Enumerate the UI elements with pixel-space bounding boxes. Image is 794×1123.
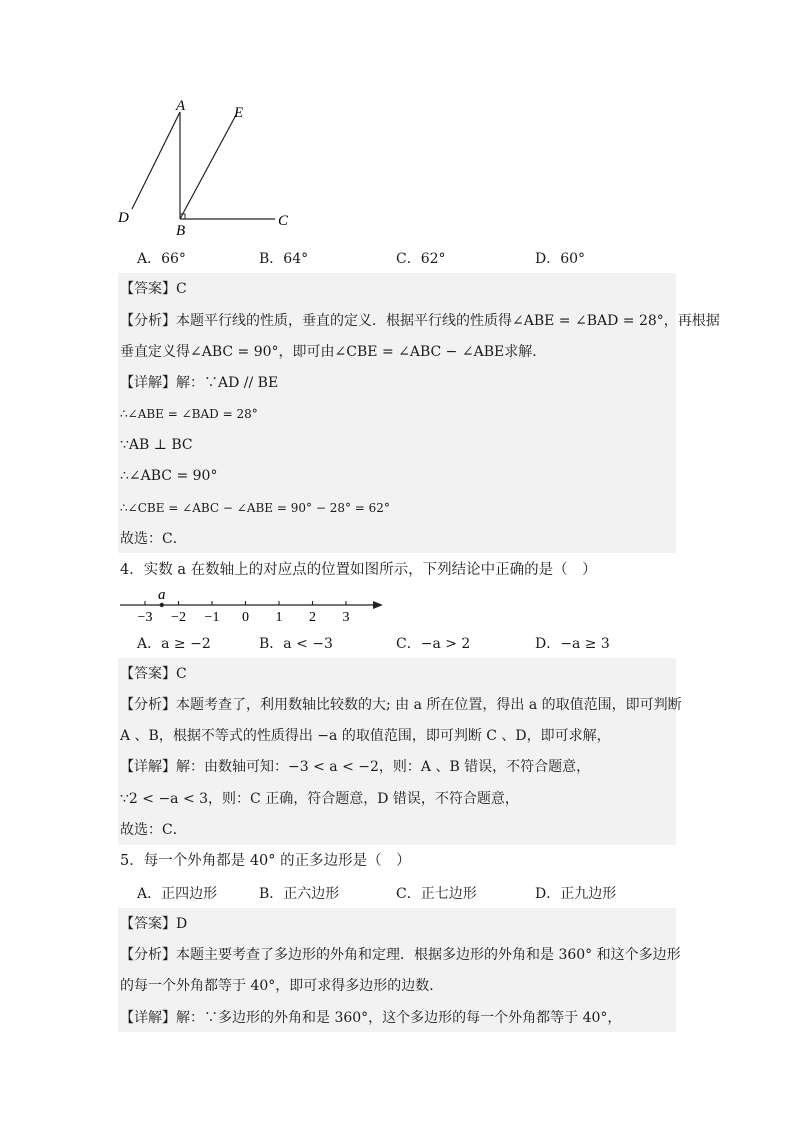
- q3-detail-line5: ∴∠CBE = ∠ABC − ∠ABE = 90° − 28° = 62°: [120, 501, 390, 515]
- q4-detail-line2: ∵2 < −a < 3，则：C 正确，符合题意，D 错误，不符合题意，: [120, 791, 519, 807]
- q3-option-d: D．60°: [535, 251, 586, 267]
- q4-option-c: C．−a > 2: [396, 636, 471, 652]
- q3-detail-line3: ∵AB ⊥ BC: [120, 437, 193, 453]
- q3-analysis-line2: 垂直定义得∠ABC = 90°，即可由∠CBE = ∠ABC − ∠ABE求解．: [120, 344, 547, 360]
- tick-label: 2: [309, 610, 316, 625]
- tick-label: 0: [242, 610, 249, 625]
- number-line: [115, 585, 390, 627]
- q4-option-b: B．a < −3: [259, 636, 333, 652]
- q3-option-b: B．64°: [259, 251, 309, 267]
- tick-label: −2: [171, 610, 186, 625]
- q3-conclusion: 故选：C．: [120, 531, 187, 547]
- q4-answer: 【答案】C: [120, 666, 187, 682]
- axis-arrow-icon: [373, 601, 383, 609]
- q5-option-b: B．正六边形: [259, 886, 340, 902]
- q3-answer: 【答案】C: [120, 281, 187, 297]
- tick-label: −1: [204, 610, 220, 625]
- q5-analysis-line1: 【分析】本题主要考查了多边形的外角和定理．根据多边形的外角和是 360° 和这个多边形: [120, 947, 681, 963]
- tick-label: −3: [137, 610, 153, 625]
- q5-stem: 5．每一个外角都是 40° 的正多边形是（ ）: [120, 853, 411, 869]
- q3-detail-line1: 【详解】解：∵AD // BE: [120, 375, 279, 391]
- q4-option-a: A．a ≥ −2: [137, 636, 211, 652]
- label-A: A: [176, 98, 186, 114]
- q4-option-d: D．−a ≥ 3: [535, 636, 610, 652]
- point-a-label: a: [158, 587, 166, 603]
- q5-option-a: A．正四边形: [137, 886, 218, 902]
- q3-analysis-line1: 【分析】本题平行线的性质，垂直的定义．根据平行线的性质得∠ABE = ∠BAD = 28°，再根据: [120, 313, 720, 329]
- q4-conclusion: 故选：C．: [120, 822, 187, 838]
- point-a: [160, 603, 164, 607]
- tick-label: 3: [342, 610, 350, 625]
- q5-answer: 【答案】D: [120, 916, 188, 932]
- q5-detail-line1: 【详解】解：∵多边形的外角和是 360°，这个多边形的每一个外角都等于 40°，: [120, 1010, 622, 1026]
- q5-analysis-line2: 的每一个外角都等于 40°，即可求得多边形的边数．: [120, 978, 444, 994]
- q4-detail-line1: 【详解】解：由数轴可知：−3 < a < −2，则：A 、B 错误，不符合题意，: [120, 759, 591, 775]
- q3-option-c: C．62°: [396, 251, 446, 267]
- label-D: D: [118, 210, 129, 226]
- q4-analysis-line1: 【分析】本题考查了，利用数轴比较数的大; 由 a 所在位置，得出 a 的取值范围，即可判断: [120, 697, 682, 713]
- q5-option-d: D．正九边形: [535, 886, 617, 902]
- geometry-figure: [110, 95, 310, 240]
- tick-label: 1: [275, 610, 283, 625]
- q3-detail-line2: ∴∠ABE = ∠BAD = 28°: [120, 407, 258, 421]
- q4-analysis-line2: A 、B，根据不等式的性质得出 −a 的取值范围，即可判断 C 、D，即可求解，: [120, 728, 611, 744]
- label-E: E: [234, 105, 244, 121]
- q3-detail-line4: ∴∠ABC = 90°: [120, 468, 218, 484]
- q4-solution-block: [118, 658, 676, 845]
- segment-DA: [132, 112, 180, 209]
- label-B: B: [176, 223, 186, 239]
- segment-BE: [180, 115, 236, 219]
- q4-stem: 4．实数 a 在数轴上的对应点的位置如图所示，下列结论中正确的是（ ）: [120, 562, 597, 578]
- q3-option-a: A．66°: [137, 251, 186, 267]
- label-C: C: [278, 213, 289, 229]
- q5-option-c: C．正七边形: [396, 886, 477, 902]
